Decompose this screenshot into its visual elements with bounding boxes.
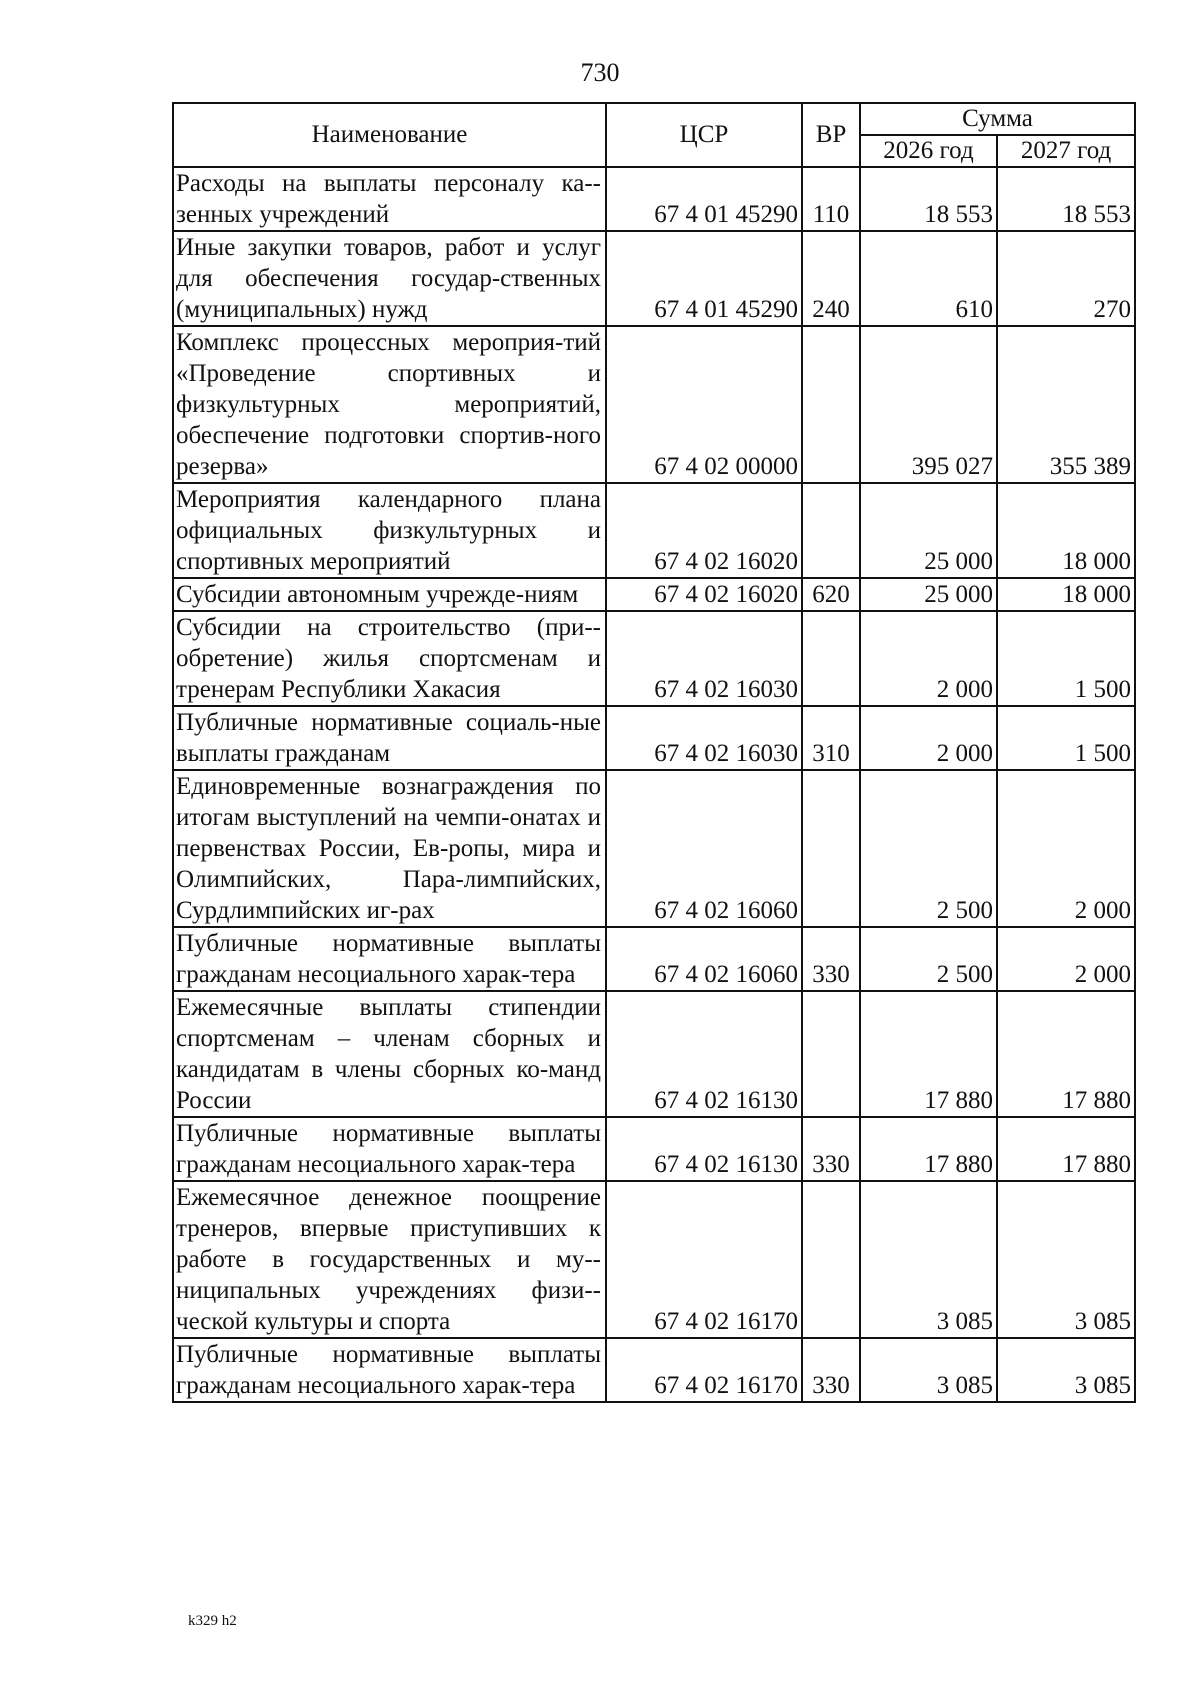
row-amount-2027: 18 553 <box>997 167 1135 231</box>
row-amount-2027: 2 000 <box>997 770 1135 927</box>
row-amount-2026: 2 500 <box>860 927 997 991</box>
row-csr: 67 4 02 16060 <box>606 927 802 991</box>
row-vr: 310 <box>802 706 860 770</box>
row-csr: 67 4 02 16020 <box>606 578 802 611</box>
row-amount-2027: 3 085 <box>997 1338 1135 1402</box>
row-name: Расходы на выплаты персоналу ка-зенных учреждений <box>173 167 606 231</box>
table-row <box>173 167 1135 231</box>
table-row <box>173 611 1135 706</box>
table-row <box>173 1181 1135 1338</box>
row-csr: 67 4 02 16170 <box>606 1181 802 1338</box>
header-year-2027: 2027 год <box>997 135 1135 167</box>
row-csr: 67 4 02 16030 <box>606 706 802 770</box>
row-name: Ежемесячные выплаты стипендии спортсменам – членам сборных и кандидатам в члены сборных ко-манд России <box>173 991 606 1117</box>
row-name: Единовременные вознаграждения по итогам выступлений на чемпи-онатах и первенствах России, Ев-ропы, мира и Олимпийских, Пара-лимпийских, Сурдлимпийских иг-рах <box>173 770 606 927</box>
table-row <box>173 706 1135 770</box>
row-amount-2026: 25 000 <box>860 483 997 578</box>
row-vr: 240 <box>802 231 860 326</box>
row-amount-2026: 3 085 <box>860 1338 997 1402</box>
row-name: Публичные нормативные выплаты гражданам несоциального харак-тера <box>173 1338 606 1402</box>
row-amount-2026: 17 880 <box>860 991 997 1117</box>
row-amount-2026: 610 <box>860 231 997 326</box>
row-vr: 620 <box>802 578 860 611</box>
budget-table <box>172 102 1136 1403</box>
table-row <box>173 991 1135 1117</box>
row-amount-2027: 18 000 <box>997 578 1135 611</box>
row-csr: 67 4 02 16130 <box>606 991 802 1117</box>
row-amount-2027: 1 500 <box>997 611 1135 706</box>
row-csr: 67 4 02 00000 <box>606 326 802 483</box>
header-csr: ЦСР <box>606 103 802 167</box>
row-amount-2027: 2 000 <box>997 927 1135 991</box>
table-row <box>173 483 1135 578</box>
row-name: Мероприятия календарного плана официальных физкультурных и спортивных мероприятий <box>173 483 606 578</box>
table-row <box>173 231 1135 326</box>
table-row <box>173 578 1135 611</box>
row-name: Публичные нормативные социаль-ные выплаты гражданам <box>173 706 606 770</box>
row-csr: 67 4 01 45290 <box>606 167 802 231</box>
table-row <box>173 326 1135 483</box>
row-amount-2027: 355 389 <box>997 326 1135 483</box>
row-name: Публичные нормативные выплаты гражданам несоциального харак-тера <box>173 1117 606 1181</box>
row-amount-2027: 17 880 <box>997 1117 1135 1181</box>
row-name: Иные закупки товаров, работ и услуг для обеспечения государ-ственных (муниципальных) нужд <box>173 231 606 326</box>
row-amount-2027: 1 500 <box>997 706 1135 770</box>
row-vr <box>802 611 860 706</box>
row-amount-2026: 2 000 <box>860 706 997 770</box>
row-csr: 67 4 02 16170 <box>606 1338 802 1402</box>
row-name: Субсидии на строительство (при-обретение) жилья спортсменам и тренерам Республики Хакасия <box>173 611 606 706</box>
row-amount-2026: 2 000 <box>860 611 997 706</box>
row-vr: 110 <box>802 167 860 231</box>
header-year-2026: 2026 год <box>860 135 997 167</box>
row-amount-2027: 18 000 <box>997 483 1135 578</box>
row-name: Субсидии автономным учрежде-ниям <box>173 578 606 611</box>
row-amount-2026: 3 085 <box>860 1181 997 1338</box>
row-vr: 330 <box>802 1338 860 1402</box>
row-name: Публичные нормативные выплаты гражданам несоциального харак-тера <box>173 927 606 991</box>
row-csr: 67 4 02 16030 <box>606 611 802 706</box>
row-amount-2027: 17 880 <box>997 991 1135 1117</box>
header-sum: Сумма <box>860 103 1135 135</box>
row-vr <box>802 326 860 483</box>
row-vr <box>802 991 860 1117</box>
row-amount-2026: 395 027 <box>860 326 997 483</box>
row-csr: 67 4 01 45290 <box>606 231 802 326</box>
table-body <box>173 167 1135 1402</box>
table-row <box>173 1338 1135 1402</box>
footer-code: k329 h2 <box>188 1613 237 1629</box>
row-vr <box>802 1181 860 1338</box>
row-amount-2027: 270 <box>997 231 1135 326</box>
row-vr: 330 <box>802 927 860 991</box>
row-csr: 67 4 02 16020 <box>606 483 802 578</box>
header-name: Наименование <box>173 103 606 167</box>
row-vr <box>802 483 860 578</box>
header-vr: ВР <box>802 103 860 167</box>
row-amount-2027: 3 085 <box>997 1181 1135 1338</box>
row-amount-2026: 25 000 <box>860 578 997 611</box>
row-amount-2026: 2 500 <box>860 770 997 927</box>
row-vr <box>802 770 860 927</box>
row-amount-2026: 17 880 <box>860 1117 997 1181</box>
row-csr: 67 4 02 16130 <box>606 1117 802 1181</box>
row-name: Комплекс процессных мероприя-тий «Проведение спортивных и физкультурных мероприятий, обеспечение подготовки спортив-ного резерва» <box>173 326 606 483</box>
table-header <box>173 103 1135 167</box>
table-row <box>173 770 1135 927</box>
table-row <box>173 1117 1135 1181</box>
row-amount-2026: 18 553 <box>860 167 997 231</box>
page-number: 730 <box>580 58 620 87</box>
table-row <box>173 927 1135 991</box>
row-name: Ежемесячное денежное поощрение тренеров, впервые приступивших к работе в государственных и му-ниципальных учреждениях физи-ческой культуры и спорта <box>173 1181 606 1338</box>
row-vr: 330 <box>802 1117 860 1181</box>
row-csr: 67 4 02 16060 <box>606 770 802 927</box>
